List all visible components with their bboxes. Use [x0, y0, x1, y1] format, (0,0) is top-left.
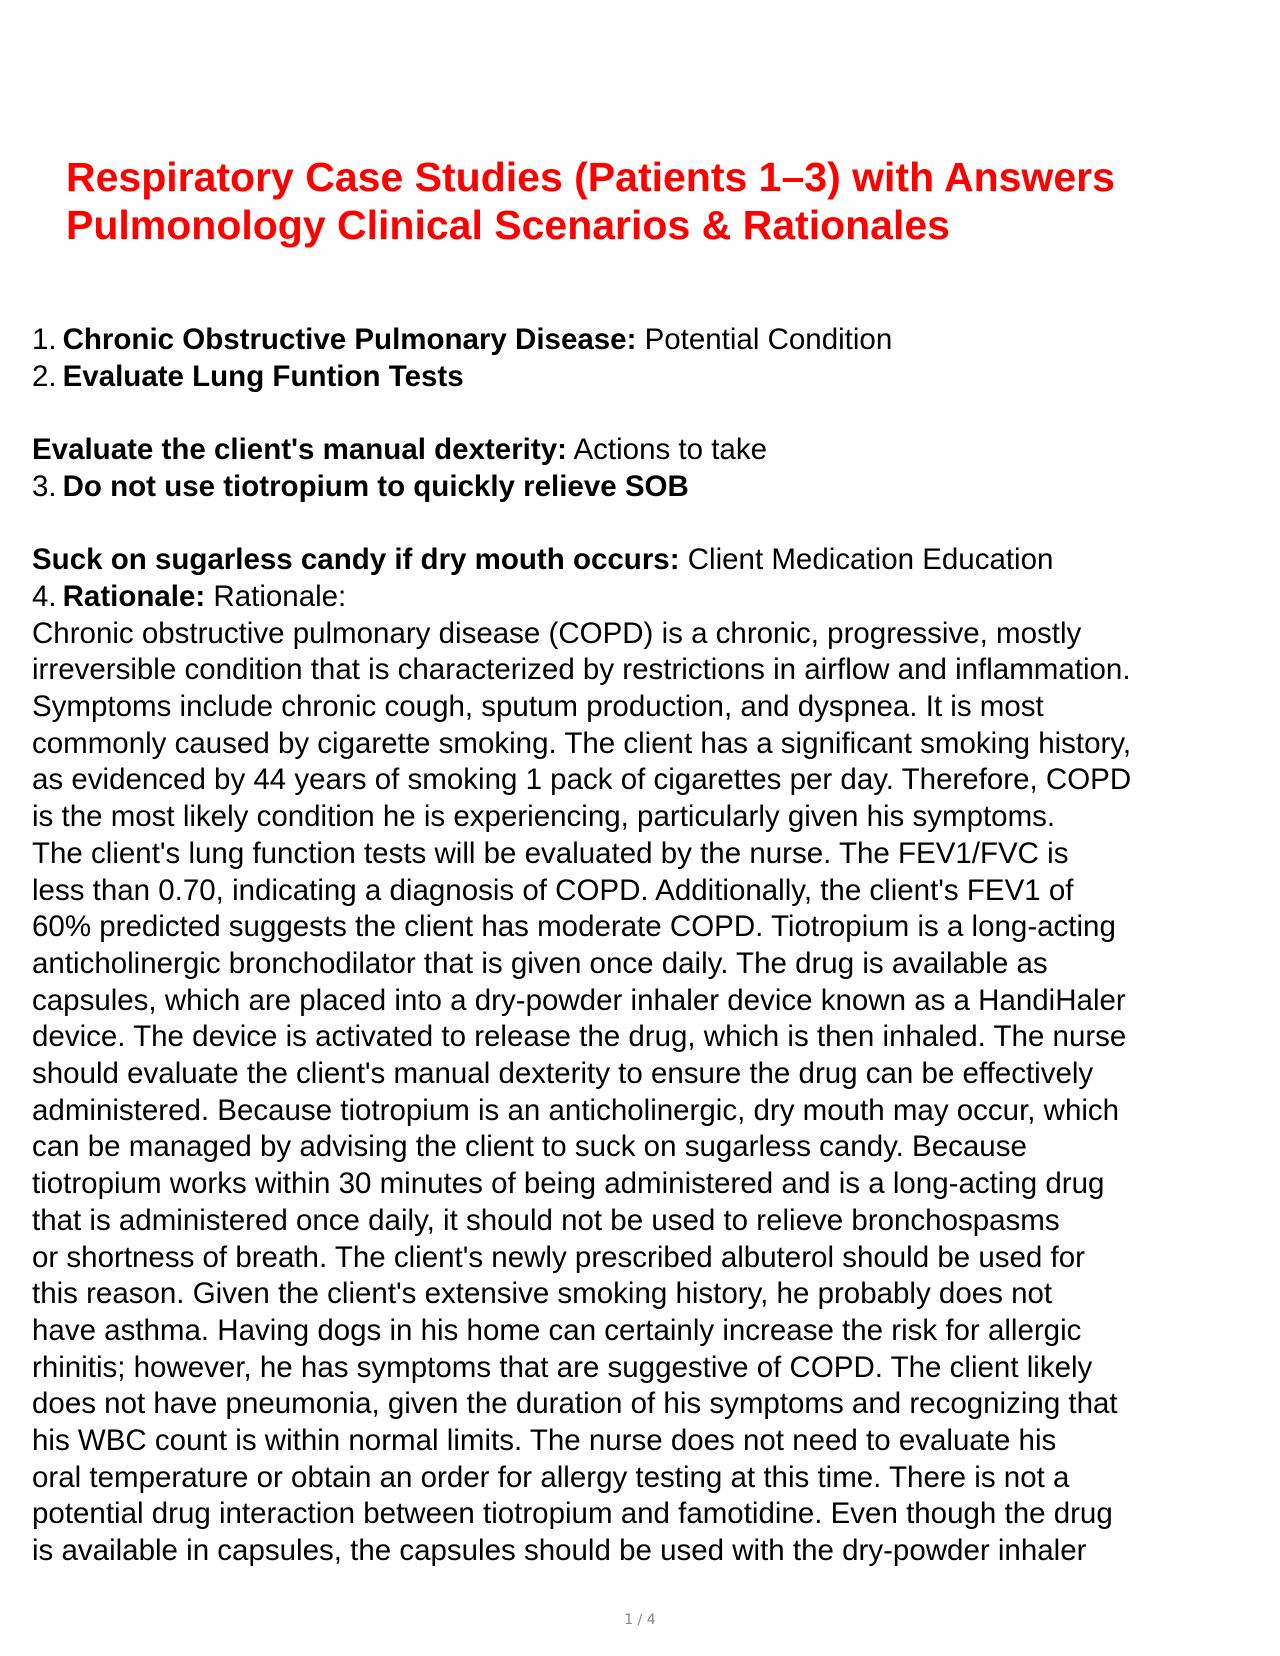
rationale-line: capsules, which are placed into a dry-powder inhaler device known as a HandiHaler: [32, 983, 1126, 1017]
item-text: Client Medication Education: [679, 543, 1054, 577]
item-heading: Evaluate the client's manual dexterity:: [32, 433, 567, 467]
spacer: [32, 395, 1260, 432]
item-number: 2.: [32, 359, 57, 393]
rationale-line: can be managed by advising the client to suck on sugarless candy. Because: [32, 1130, 1027, 1164]
rationale-line: Symptoms include chronic cough, sputum production, and dyspnea. It is most: [32, 690, 1044, 723]
rationale-line: is the most likely condition he is experiencing, particularly given his symptoms.: [32, 800, 1056, 834]
list-item: [32, 469, 1260, 506]
rationale-line: this reason. Given the client's extensive smoking history, he probably does not: [32, 1277, 1053, 1311]
rationale-line: or shortness of breath. The client's newly prescribed albuterol should be used for: [32, 1240, 1085, 1274]
item-heading: Suck on sugarless candy if dry mouth occurs:: [32, 543, 680, 577]
list-item: [32, 432, 1260, 469]
spacer: [32, 506, 1260, 543]
item-text: Rationale:: [205, 579, 347, 613]
rationale-line: Chronic obstructive pulmonary disease (COPD) is a chronic, progressive, mostly: [32, 616, 1082, 650]
item-heading: Evaluate Lung Funtion Tests: [62, 359, 464, 393]
rationale-line: oral temperature or obtain an order for allergy testing at this time. There is not a: [32, 1460, 1070, 1494]
rationale-line: that is administered once daily, it should not be used to relieve bronchospasms: [32, 1203, 1060, 1237]
rationale-line: rhinitis; however, he has symptoms that are suggestive of COPD. The client likely: [32, 1350, 1093, 1384]
list-item: [32, 579, 1260, 616]
rationale-line: as evidenced by 44 years of smoking 1 pack of cigarettes per day. Therefore, COPD: [32, 763, 1132, 797]
item-heading: Rationale:: [62, 579, 206, 613]
rationale-line: does not have pneumonia, given the duration of his symptoms and recognizing that: [32, 1387, 1118, 1421]
item-text: Potential Condition: [636, 323, 893, 356]
document-body: [32, 322, 1260, 1570]
item-number: 1.: [32, 323, 57, 356]
rationale-line: irreversible condition that is characterized by restrictions in airflow and inflammation.: [32, 653, 1131, 687]
list-item: [32, 322, 1260, 359]
title-line-2: Pulmonology Clinical Scenarios & Rationales: [66, 202, 950, 248]
list-item: [32, 359, 1260, 396]
item-text: Actions to take: [566, 433, 767, 467]
rationale-paragraph: [32, 616, 1260, 1570]
title-line-1: Respiratory Case Studies (Patients 1–3) with Answers: [66, 154, 1115, 200]
rationale-line: The client's lung function tests will be evaluated by the nurse. The FEV1/FVC is: [32, 836, 1069, 870]
rationale-line: less than 0.70, indicating a diagnosis of COPD. Additionally, the client's FEV1 of: [32, 873, 1074, 907]
rationale-line: device. The device is activated to release the drug, which is then inhaled. The nurse: [32, 1020, 1127, 1054]
rationale-line: have asthma. Having dogs in his home can certainly increase the risk for allergic: [32, 1313, 1082, 1347]
item-heading: Do not use tiotropium to quickly relieve SOB: [62, 469, 689, 503]
rationale-line: should evaluate the client's manual dexterity to ensure the drug can be effectively: [32, 1057, 1094, 1091]
rationale-line: potential drug interaction between tiotropium and famotidine. Even though the drug: [32, 1497, 1113, 1531]
rationale-line: tiotropium works within 30 minutes of being administered and is a long-acting drug: [32, 1167, 1105, 1201]
document-title: [66, 153, 1246, 249]
item-number: 3.: [32, 469, 57, 503]
rationale-line: is available in capsules, the capsules should be used with the dry-powder inhaler: [32, 1534, 1087, 1568]
page-number: 1 / 4: [624, 1612, 656, 1628]
item-heading: Chronic Obstructive Pulmonary Disease:: [62, 323, 637, 356]
rationale-line: his WBC count is within normal limits. The nurse does not need to evaluate his: [32, 1424, 1057, 1458]
rationale-line: commonly caused by cigarette smoking. The client has a significant smoking history,: [32, 726, 1132, 760]
item-number: 4.: [32, 579, 57, 613]
rationale-line: anticholinergic bronchodilator that is given once daily. The drug is available as: [32, 946, 1048, 980]
rationale-line: administered. Because tiotropium is an anticholinergic, dry mouth may occur, which: [32, 1093, 1120, 1127]
rationale-line: 60% predicted suggests the client has moderate COPD. Tiotropium is a long-acting: [32, 910, 1116, 944]
list-item: [32, 542, 1260, 579]
